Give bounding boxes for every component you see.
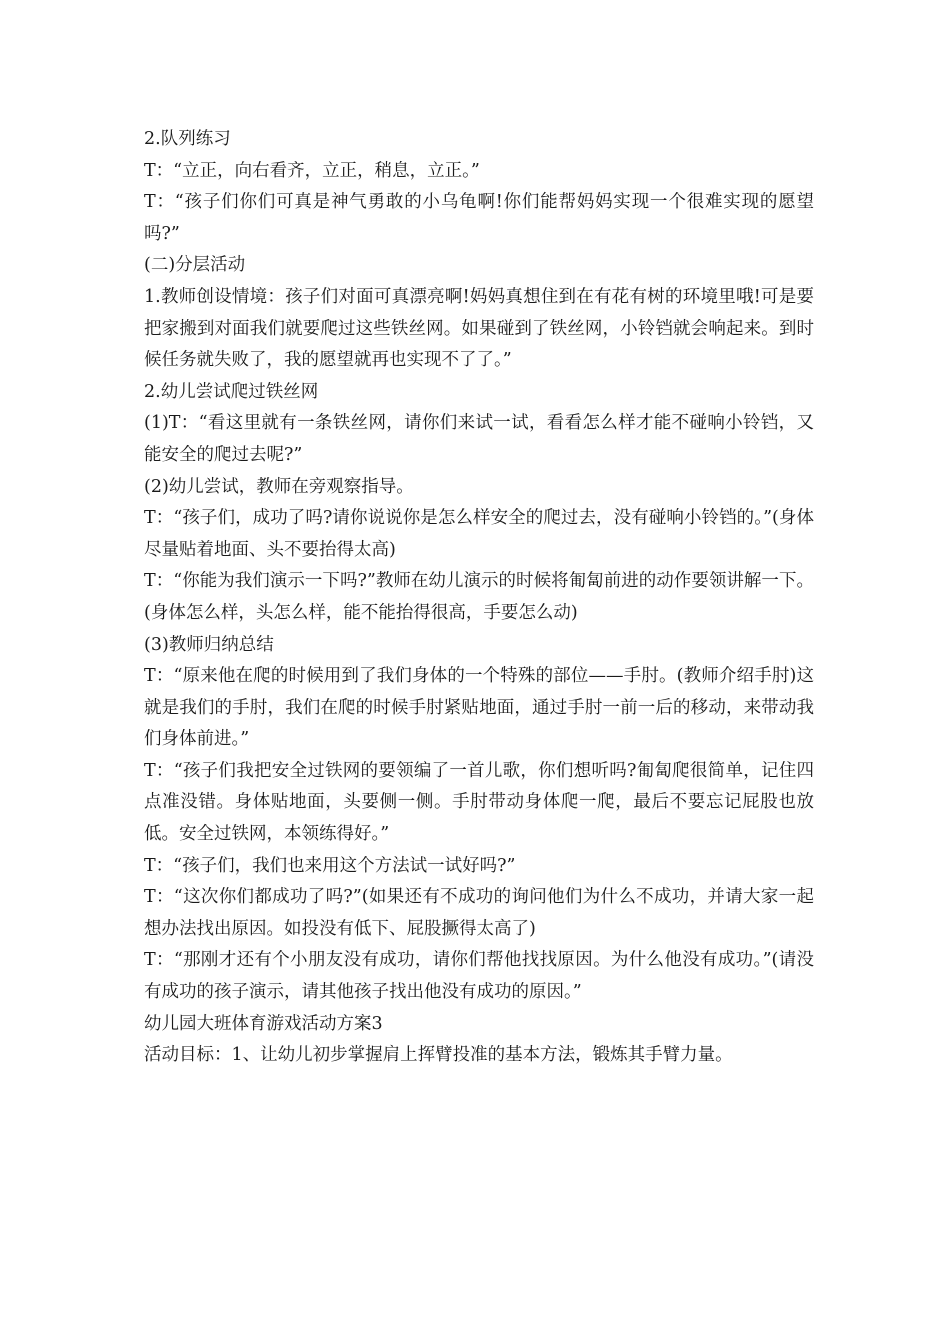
paragraph: (3)教师归纳总结 [144, 634, 274, 655]
paragraph: T：“孩子们，我们也来用这个方法试一试好吗?” [144, 855, 516, 876]
paragraph: T：“孩子们你们可真是神气勇敢的小乌龟啊!你们能帮妈妈实现一个很难实现的愿望吗?” [144, 192, 814, 244]
paragraph: 活动目标：1、让幼儿初步掌握肩上挥臂投准的基本方法，锻炼其手臂力量。 [144, 1045, 733, 1066]
paragraph: T：“孩子们我把安全过铁网的要领编了一首儿歌，你们想听吗?匍匐爬很简单，记住四点准没错。身体贴地面，头要侧一侧。手肘带动身体爬一爬，最后不要忘记屁股也放低。安全过铁网，本领练得好。” [144, 760, 814, 845]
section-heading: 幼儿园大班体育游戏活动方案3 [144, 1013, 383, 1034]
paragraph: T：“孩子们，成功了吗?请你说说你是怎么样安全的爬过去，没有碰响小铃铛的。”(身体尽量贴着地面、头不要抬得太高) [144, 508, 814, 560]
paragraph: (二)分层活动 [144, 255, 246, 276]
paragraph: T：“这次你们都成功了吗?”(如果还有不成功的询问他们为什么不成功，并请大家一起想办法找出原因。如投没有低下、屁股撅得太高了) [144, 887, 814, 939]
paragraph: 1.教师创设情境：孩子们对面可真漂亮啊!妈妈真想住到在有花有树的环境里哦!可是要把家搬到对面我们就要爬过这些铁丝网。如果碰到了铁丝网，小铃铛就会响起来。到时候任务就失败了，我的愿望就再也实现不了了。” [144, 286, 814, 371]
paragraph: 2.队列练习 [144, 129, 231, 149]
paragraph: T：“原来他在爬的时候用到了我们身体的一个特殊的部位——手肘。(教师介绍手肘)这就是我们的手肘，我们在爬的时候手肘紧贴地面，通过手肘一前一后的移动，来带动我们身体前进。” [144, 666, 814, 750]
paragraph: (1)T：“看这里就有一条铁丝网，请你们来试一试，看看怎么样才能不碰响小铃铛，又能安全的爬过去呢?” [144, 413, 814, 465]
document-body [144, 124, 814, 1072]
paragraph: (2)幼儿尝试，教师在旁观察指导。 [144, 476, 414, 497]
paragraph: T：“那刚才还有个小朋友没有成功，请你们帮他找找原因。为什么他没有成功。”(请没有成功的孩子演示，请其他孩子找出他没有成功的原因。” [144, 950, 814, 1003]
paragraph: T：“你能为我们演示一下吗?”教师在幼儿演示的时候将匍匐前进的动作要领讲解一下。(身体怎么样，头怎么样，能不能抬得很高，手要怎么动) [144, 571, 814, 623]
paragraph: 2.幼儿尝试爬过铁丝网 [144, 381, 319, 402]
paragraph: T：“立正，向右看齐，立正，稍息，立正。” [144, 160, 480, 181]
